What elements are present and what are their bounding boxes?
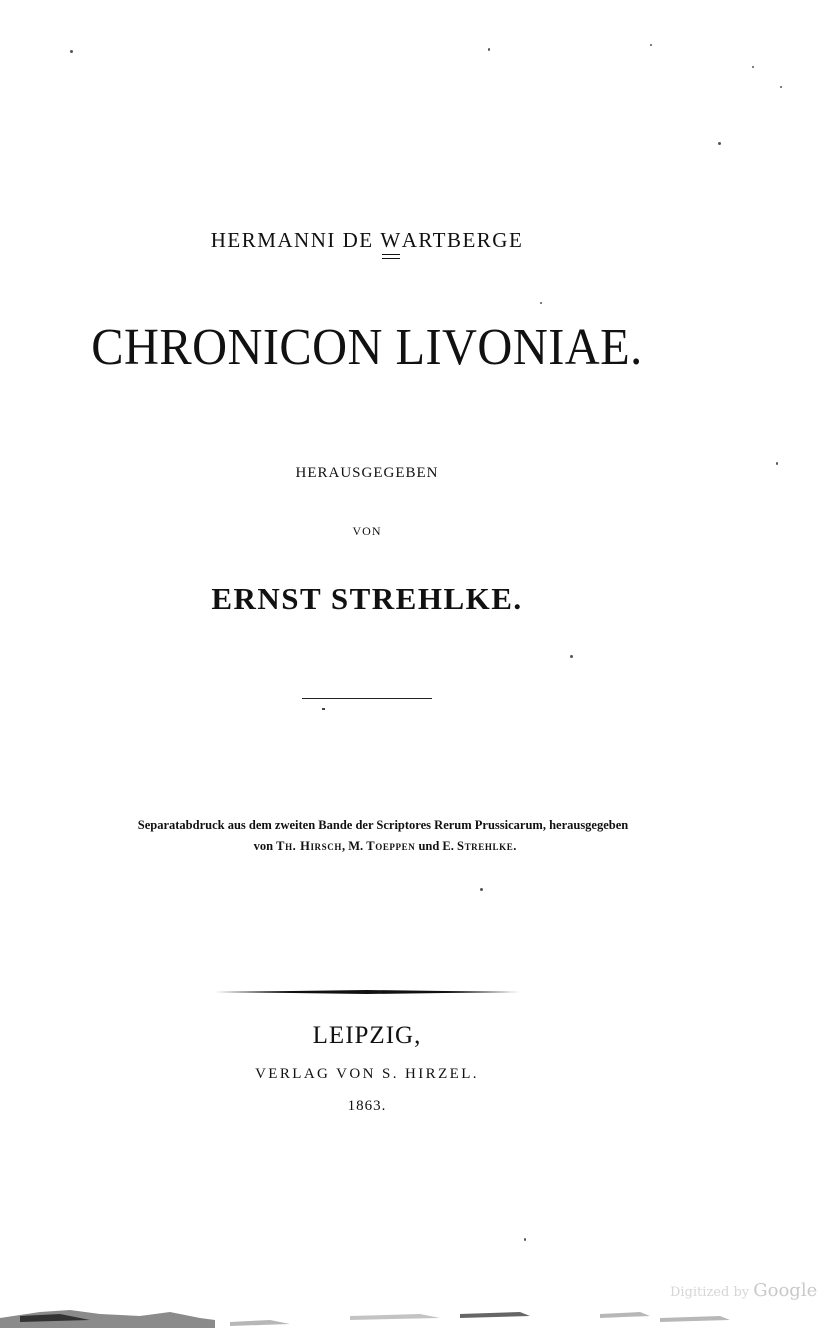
offprint-note-line-1: Separatabdruck aus dem zweiten Bande der Scriptores Rerum Prussicarum, herausgegeben	[137, 818, 629, 832]
watermark-prefix: Digitized by	[670, 1285, 754, 1300]
note-von: von	[253, 839, 277, 853]
note-end: .	[513, 839, 517, 853]
imprint-year: 1863.	[347, 1098, 387, 1114]
scan-speck	[524, 1238, 526, 1241]
imprint-publisher: VERLAG VON S. HIRZEL.	[255, 1066, 479, 1082]
scan-speck	[70, 50, 73, 53]
author-w: W	[380, 228, 402, 252]
google-logo: Google	[753, 1280, 818, 1301]
by-label: VON	[352, 524, 382, 538]
author-line	[0, 228, 734, 253]
note-sep-1: , M.	[341, 839, 367, 853]
author-before: HERMANNI DE	[210, 228, 381, 252]
scan-speck	[780, 86, 782, 88]
digitized-by-google-watermark	[670, 1280, 817, 1301]
scan-speck	[752, 66, 754, 68]
note-sep-2: und E.	[415, 839, 458, 853]
imprint-city: LEIPZIG,	[312, 1022, 422, 1049]
edited-label: HERAUSGEGEBEN	[295, 465, 439, 481]
scan-speck	[718, 142, 721, 145]
divider-short	[302, 698, 432, 699]
scan-speck	[480, 888, 483, 891]
editor-hirsch: Th. Hirsch	[276, 839, 342, 853]
scan-speck	[570, 655, 573, 658]
scan-speck	[650, 44, 652, 46]
editor-toeppen: Toeppen	[366, 839, 416, 853]
editor-name: ERNST STREHLKE.	[211, 581, 523, 616]
scan-speck	[776, 462, 778, 465]
scan-speck	[488, 48, 490, 51]
editor-strehlke: Strehlke	[457, 839, 514, 853]
offprint-note-line-2	[40, 839, 730, 854]
divider-ornamental	[215, 990, 520, 994]
author-after: ARTBERGE	[401, 228, 524, 252]
divider-speck	[322, 708, 325, 710]
scan-speck	[540, 302, 542, 304]
page-title: CHRONICON LIVONIAE.	[91, 319, 643, 376]
